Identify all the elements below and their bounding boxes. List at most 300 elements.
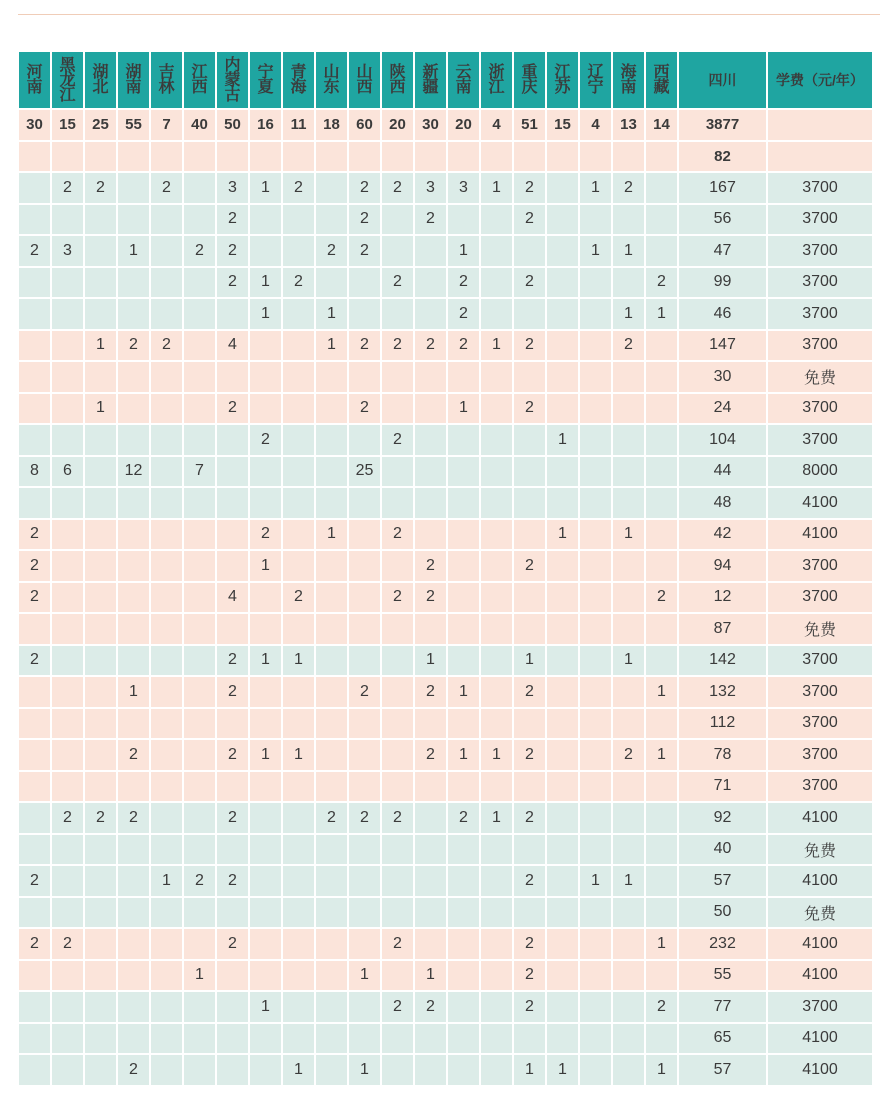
table-cell (547, 898, 578, 928)
table-cell (547, 268, 578, 298)
table-cell (19, 677, 50, 707)
table-cell (19, 1024, 50, 1054)
table-cell: 2 (514, 961, 545, 991)
table-cell (768, 110, 872, 140)
table-cell (184, 803, 215, 833)
table-cell (547, 961, 578, 991)
table-cell (316, 205, 347, 235)
table-cell: 1 (547, 520, 578, 550)
table-cell (481, 709, 512, 739)
column-header (448, 52, 479, 108)
table-cell: 1 (580, 236, 611, 266)
table-cell: 2 (382, 425, 413, 455)
table-cell (52, 992, 83, 1022)
table-cell (52, 520, 83, 550)
table-cell (250, 236, 281, 266)
table-cell: 1 (514, 646, 545, 676)
table-cell: 16 (250, 110, 281, 140)
table-cell (547, 205, 578, 235)
column-header (118, 52, 149, 108)
table-cell (415, 772, 446, 802)
table-cell (613, 268, 644, 298)
table-cell (580, 299, 611, 329)
table-cell: 2 (217, 236, 248, 266)
table-cell: 3700 (768, 709, 872, 739)
table-cell (481, 961, 512, 991)
table-cell: 2 (448, 299, 479, 329)
table-cell (316, 835, 347, 865)
table-cell (514, 614, 545, 644)
table-cell (382, 677, 413, 707)
table-cell (481, 457, 512, 487)
table-row (19, 236, 872, 266)
table-cell (448, 709, 479, 739)
table-cell (382, 646, 413, 676)
column-header (19, 52, 50, 108)
table-cell (481, 520, 512, 550)
table-cell (547, 173, 578, 203)
table-cell: 2 (283, 583, 314, 613)
table-cell (217, 772, 248, 802)
table-cell (184, 1024, 215, 1054)
table-cell: 3700 (768, 205, 872, 235)
table-cell: 1 (481, 173, 512, 203)
table-cell (547, 866, 578, 896)
table-cell: 2 (19, 520, 50, 550)
table-cell (448, 992, 479, 1022)
table-cell: 2 (217, 803, 248, 833)
column-header-label: 陕西 (389, 64, 406, 96)
table-cell (184, 835, 215, 865)
table-cell (283, 803, 314, 833)
table-cell (768, 142, 872, 172)
column-header (415, 52, 446, 108)
table-cell: 2 (217, 646, 248, 676)
table-cell: 1 (613, 866, 644, 896)
column-header-label: 湖南 (125, 64, 142, 96)
table-cell (613, 677, 644, 707)
table-cell (19, 709, 50, 739)
table-row (19, 425, 872, 455)
table-cell (547, 677, 578, 707)
table-cell (613, 425, 644, 455)
table-cell: 12 (679, 583, 766, 613)
table-cell (151, 1024, 182, 1054)
table-cell (481, 268, 512, 298)
table-cell (184, 740, 215, 770)
table-cell (52, 394, 83, 424)
column-header (679, 52, 766, 108)
table-cell (151, 898, 182, 928)
table-cell: 2 (217, 268, 248, 298)
table-cell (250, 929, 281, 959)
table-cell (151, 268, 182, 298)
table-cell (415, 457, 446, 487)
table-cell (415, 394, 446, 424)
table-cell (283, 457, 314, 487)
table-cell: 3 (415, 173, 446, 203)
table-cell (514, 142, 545, 172)
table-cell: 2 (514, 268, 545, 298)
table-cell (481, 929, 512, 959)
table-cell: 2 (514, 740, 545, 770)
table-cell (283, 551, 314, 581)
table-cell: 50 (679, 898, 766, 928)
column-header-label: 云南 (455, 64, 472, 96)
table-cell (118, 898, 149, 928)
table-cell: 1 (151, 866, 182, 896)
table-cell (646, 772, 677, 802)
table-cell (52, 425, 83, 455)
table-cell: 2 (52, 173, 83, 203)
table-cell (415, 1055, 446, 1085)
table-cell: 免费 (768, 362, 872, 392)
table-cell (481, 205, 512, 235)
table-cell: 2 (85, 803, 116, 833)
table-cell (118, 835, 149, 865)
table-cell (85, 929, 116, 959)
table-row (19, 488, 872, 518)
table-cell: 1 (283, 740, 314, 770)
table-cell: 2 (250, 520, 281, 550)
table-cell (448, 866, 479, 896)
table-cell (19, 205, 50, 235)
table-cell (19, 331, 50, 361)
table-cell (580, 1055, 611, 1085)
table-cell (250, 142, 281, 172)
table-row (19, 709, 872, 739)
table-cell: 51 (514, 110, 545, 140)
table-cell: 2 (382, 268, 413, 298)
table-cell (514, 772, 545, 802)
column-header-label: 河南 (26, 64, 43, 96)
table-cell: 1 (646, 677, 677, 707)
table-cell (85, 520, 116, 550)
table-cell (85, 740, 116, 770)
table-cell: 8000 (768, 457, 872, 487)
table-cell (613, 1055, 644, 1085)
table-cell: 20 (382, 110, 413, 140)
column-header (85, 52, 116, 108)
table-cell (448, 362, 479, 392)
table-cell (250, 898, 281, 928)
table-cell (547, 835, 578, 865)
table-cell (448, 614, 479, 644)
table-cell (283, 677, 314, 707)
table-cell (250, 866, 281, 896)
table-cell (646, 551, 677, 581)
table-cell: 1 (646, 299, 677, 329)
table-cell: 2 (514, 205, 545, 235)
table-cell (184, 929, 215, 959)
table-cell: 2 (382, 331, 413, 361)
table-cell (85, 457, 116, 487)
table-cell: 2 (184, 236, 215, 266)
table-cell (613, 1024, 644, 1054)
table-cell: 2 (118, 740, 149, 770)
table-cell: 1 (85, 394, 116, 424)
table-cell: 1 (481, 740, 512, 770)
table-cell (481, 898, 512, 928)
table-cell: 2 (514, 803, 545, 833)
table-cell (85, 961, 116, 991)
table-cell (316, 583, 347, 613)
table-cell (415, 520, 446, 550)
table-cell (349, 488, 380, 518)
table-cell (283, 898, 314, 928)
table-cell: 2 (448, 331, 479, 361)
table-cell (283, 362, 314, 392)
table-cell (415, 425, 446, 455)
table-cell (118, 929, 149, 959)
table-cell (250, 488, 281, 518)
table-cell (481, 1055, 512, 1085)
column-header (646, 52, 677, 108)
column-header (184, 52, 215, 108)
table-cell: 2 (283, 173, 314, 203)
totals-row (19, 110, 872, 140)
table-cell (613, 394, 644, 424)
table-cell: 1 (250, 173, 281, 203)
table-cell (613, 362, 644, 392)
table-cell: 2 (448, 803, 479, 833)
table-cell: 3700 (768, 772, 872, 802)
table-cell (151, 835, 182, 865)
table-cell (613, 992, 644, 1022)
table-cell (85, 866, 116, 896)
table-cell (481, 992, 512, 1022)
table-cell: 1 (250, 299, 281, 329)
table-cell (448, 772, 479, 802)
table-cell (283, 835, 314, 865)
table-cell: 25 (85, 110, 116, 140)
table-cell (118, 1024, 149, 1054)
table-cell (349, 362, 380, 392)
table-cell: 2 (19, 583, 50, 613)
table-cell (19, 268, 50, 298)
table-cell (151, 740, 182, 770)
table-cell (316, 551, 347, 581)
table-cell (283, 772, 314, 802)
table-cell (382, 551, 413, 581)
table-cell: 2 (52, 929, 83, 959)
table-cell: 2 (217, 929, 248, 959)
table-cell (217, 992, 248, 1022)
table-cell (250, 803, 281, 833)
table-cell: 20 (448, 110, 479, 140)
table-cell (349, 583, 380, 613)
table-cell (217, 835, 248, 865)
table-cell (481, 614, 512, 644)
table-cell (580, 709, 611, 739)
table-cell (52, 646, 83, 676)
table-cell (415, 299, 446, 329)
table-cell: 40 (679, 835, 766, 865)
table-cell: 4 (580, 110, 611, 140)
table-cell (415, 803, 446, 833)
table-cell (283, 961, 314, 991)
table-cell: 4100 (768, 1024, 872, 1054)
table-cell (118, 614, 149, 644)
table-cell: 4100 (768, 488, 872, 518)
table-cell: 2 (415, 551, 446, 581)
table-row (19, 740, 872, 770)
table-cell: 25 (349, 457, 380, 487)
table-cell (118, 961, 149, 991)
table-cell: 2 (52, 803, 83, 833)
table-cell: 50 (217, 110, 248, 140)
table-cell (19, 173, 50, 203)
table-row (19, 898, 872, 928)
table-cell (118, 583, 149, 613)
table-cell: 46 (679, 299, 766, 329)
table-cell (646, 362, 677, 392)
column-header-label: 内蒙古 (224, 56, 241, 104)
table-cell (580, 740, 611, 770)
table-cell (118, 992, 149, 1022)
table-cell (349, 520, 380, 550)
table-cell: 2 (514, 866, 545, 896)
column-header-label: 山西 (356, 64, 373, 96)
table-cell (646, 835, 677, 865)
table-cell (85, 268, 116, 298)
table-cell (250, 961, 281, 991)
table-cell (250, 205, 281, 235)
table-cell (580, 520, 611, 550)
table-cell: 11 (283, 110, 314, 140)
table-row (19, 457, 872, 487)
table-cell (184, 142, 215, 172)
table-cell (481, 236, 512, 266)
table-row (19, 362, 872, 392)
table-cell (316, 394, 347, 424)
table-cell: 2 (514, 394, 545, 424)
table-cell (151, 142, 182, 172)
table-cell (85, 236, 116, 266)
table-cell (19, 992, 50, 1022)
table-cell (415, 898, 446, 928)
table-cell (448, 425, 479, 455)
table-cell (580, 331, 611, 361)
table-cell (580, 677, 611, 707)
table-cell (151, 803, 182, 833)
table-cell (184, 268, 215, 298)
table-cell (19, 488, 50, 518)
table-cell (250, 772, 281, 802)
table-cell (481, 142, 512, 172)
table-cell: 2 (316, 803, 347, 833)
table-cell (646, 394, 677, 424)
table-cell (316, 646, 347, 676)
table-cell (217, 520, 248, 550)
table-cell (316, 1024, 347, 1054)
table-cell (646, 898, 677, 928)
table-cell (448, 1055, 479, 1085)
table-cell (52, 205, 83, 235)
table-cell (250, 677, 281, 707)
table-cell (580, 898, 611, 928)
table-cell (85, 709, 116, 739)
table-cell (514, 425, 545, 455)
table-row (19, 268, 872, 298)
table-cell (448, 898, 479, 928)
table-cell (52, 772, 83, 802)
table-cell: 2 (19, 866, 50, 896)
table-cell: 2 (217, 205, 248, 235)
table-cell (19, 299, 50, 329)
table-cell: 2 (514, 173, 545, 203)
table-cell: 4 (217, 331, 248, 361)
table-row (19, 583, 872, 613)
table-cell: 1 (580, 866, 611, 896)
table-cell (646, 173, 677, 203)
table-cell (151, 362, 182, 392)
table-cell (52, 1024, 83, 1054)
table-cell (316, 268, 347, 298)
table-cell (316, 142, 347, 172)
table-cell (316, 992, 347, 1022)
table-cell (85, 1024, 116, 1054)
table-cell (52, 362, 83, 392)
table-cell (19, 142, 50, 172)
table-cell (151, 488, 182, 518)
table-cell (184, 583, 215, 613)
table-cell (151, 677, 182, 707)
table-cell: 4100 (768, 803, 872, 833)
table-cell (613, 488, 644, 518)
table-cell: 2 (448, 268, 479, 298)
table-cell (316, 677, 347, 707)
table-cell (283, 929, 314, 959)
table-cell (151, 425, 182, 455)
table-cell (349, 142, 380, 172)
table-cell (118, 142, 149, 172)
table-cell (283, 488, 314, 518)
table-cell (316, 614, 347, 644)
table-cell: 3700 (768, 583, 872, 613)
table-cell (514, 520, 545, 550)
table-cell (151, 929, 182, 959)
table-cell (151, 961, 182, 991)
table-cell (646, 520, 677, 550)
column-header-label: 青海 (290, 64, 307, 96)
table-cell: 2 (415, 205, 446, 235)
table-cell: 1 (283, 1055, 314, 1085)
table-cell: 3700 (768, 299, 872, 329)
table-cell (448, 961, 479, 991)
table-cell: 3700 (768, 173, 872, 203)
table-cell (448, 457, 479, 487)
table-cell (349, 866, 380, 896)
table-row (19, 929, 872, 959)
table-cell (283, 520, 314, 550)
table-cell (283, 992, 314, 1022)
column-header (580, 52, 611, 108)
table-cell: 1 (448, 677, 479, 707)
table-row (19, 299, 872, 329)
table-row (19, 614, 872, 644)
table-cell (151, 457, 182, 487)
table-cell: 3700 (768, 394, 872, 424)
table-cell (613, 929, 644, 959)
table-cell (382, 866, 413, 896)
table-cell: 2 (19, 929, 50, 959)
table-cell (283, 709, 314, 739)
table-cell: 2 (19, 236, 50, 266)
table-cell (349, 614, 380, 644)
table-cell (19, 772, 50, 802)
table-cell (85, 835, 116, 865)
